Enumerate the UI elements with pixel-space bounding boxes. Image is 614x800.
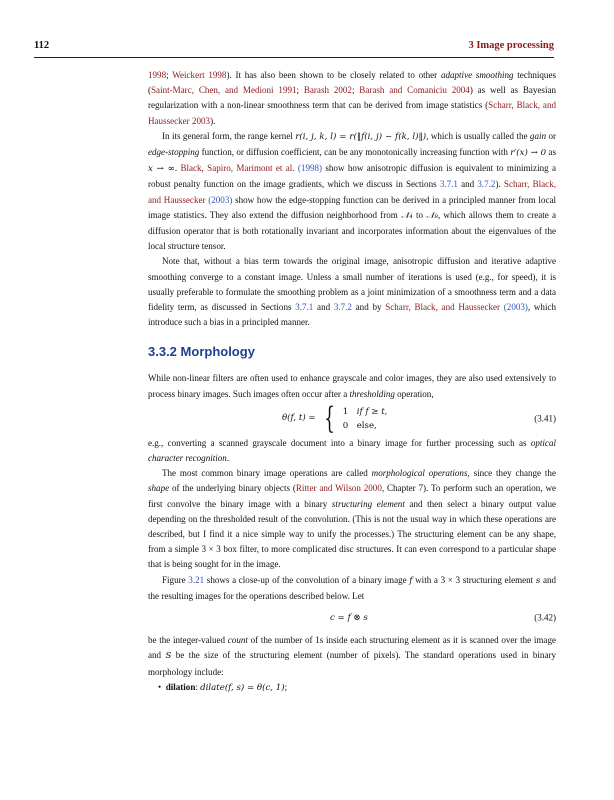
citation[interactable]: Weickert 1998 bbox=[172, 70, 227, 80]
section-ref[interactable]: 3.7.2 bbox=[477, 179, 496, 190]
running-header bbox=[34, 40, 554, 54]
equation-3-42 bbox=[148, 608, 556, 628]
citation[interactable]: Black, Sapiro, Marimont et al. bbox=[180, 163, 295, 174]
section-ref[interactable]: 3.7.1 bbox=[439, 179, 458, 190]
citation-year[interactable]: (1998) bbox=[297, 163, 323, 174]
section-heading bbox=[148, 343, 556, 361]
paragraph-1: 1998; Weickert 1998). It has also been shown to be closely related to other adaptive smoothing techniques (Saint-Marc, Chen, and Medioni 1991; Barash 2002; Barash and Comaniciu 2004) as well as Bayesian regularization with a non-linear smoothness term that can be derived from image statistics (Scharr, Black, and Haussecker 2003). bbox=[148, 70, 556, 126]
section-ref[interactable]: 3.7.1 bbox=[295, 302, 314, 313]
citation[interactable]: Scharr, Black, and Haussecker bbox=[148, 179, 556, 205]
paragraph-7: Figure 3.21 shows a close-up of the convolution of a binary image f with a 3 × 3 structuring element s and the resulting images for the operations described below. Let bbox=[148, 574, 557, 601]
citation[interactable]: Barash and Comaniciu 2004 bbox=[359, 85, 470, 96]
figure-ref[interactable]: 3.21 bbox=[188, 574, 205, 585]
paragraph-2: In its general form, the range kernel r(i, j, k, l) = r(‖f(i, j) − f(k, l)‖), which is usually called the gain or edge-stopping function, or diffusion coefficient, can be any monotonically increasing function with r′(x) → 0 as x → ∞. Black, Sapiro, Marimont et al. (1998) show how anisotropic diffusion is equivalent to minimizing a robust penalty function on the image gradients, which we discuss in Sections 3.7.1 and 3.7.2). Scharr, Black, and Haussecker (2003) show how the edge-stopping function can be derived in a principled manner from local image statistics. They also extend the diffusion neighborhood from 𝒩₄ to 𝒩₈, which allows them to create a diffusion operator that is both rotationally invariant and incorporates information about the eigenvalues of the local structure tensor. bbox=[148, 130, 557, 252]
equation-number: (3.41) bbox=[534, 413, 556, 424]
citation[interactable]: Ritter and Wilson 2000 bbox=[295, 483, 382, 494]
equation-body: c = f ⊗ s bbox=[330, 613, 368, 624]
bullet-item: • dilation: dilate(f, s) = θ(c, 1); bbox=[158, 681, 288, 693]
equation-3-41 bbox=[148, 402, 556, 436]
citation[interactable]: Scharr, Black, and Haussecker bbox=[385, 302, 501, 313]
citation[interactable]: Scharr, Black, and Haussecker 2003 bbox=[148, 100, 556, 126]
bullet-label: dilation bbox=[165, 681, 196, 692]
paragraph-6: The most common binary image operations are called morphological operations, since they change the shape of the underlying binary objects (Ritter and Wilson 2000, Chapter 7). To perform such an operation, we first convolve the binary image with a binary structuring element and then select a binary output value depending on the thresholded result of the convolution. (This is not the usual way in which these operations are described, but I find it a nice simple way to unify the processes.) The structuring element can be any shape, from a simple 3 × 3 box filter, to more complicated disc structures. It can even correspond to a particular shape that is being sought for in the image. bbox=[148, 468, 557, 570]
page-number: 112 bbox=[34, 40, 50, 51]
paragraph-4: While non-linear filters are often used to enhance grayscale and color images, they are also used extensively to process binary images. Such images often occur after a thresholding operation, bbox=[148, 373, 556, 399]
paragraph-5: e.g., converting a scanned grayscale document into a binary image for further processing such as optical character recognition. bbox=[148, 437, 556, 464]
equation-lhs: θ(f, t) = bbox=[282, 413, 316, 424]
paragraph-8: be the integer-valued count of the number of 1s inside each structuring element as it is scanned over the image and S be the size of the structuring element (number of pixels). The standard operations used in binary morphology include: bbox=[148, 635, 556, 677]
chapter-title: 3 Image processing bbox=[468, 40, 554, 51]
citation-year[interactable]: (2003) bbox=[208, 194, 233, 205]
equation-cases: 1 if f ≥ t, 0 else, bbox=[342, 406, 388, 431]
paragraph-3: Note that, without a bias term towards the original image, anisotropic diffusion and iterative adaptive smoothing converge to a constant image. Unless a small number of iterations is used (e.g., for speed), it is usually preferable to formulate the smoothing problem as a joint minimization of a smoothness term and a data fidelity term, as discussed in Sections 3.7.1 and 3.7.2 and by Scharr, Black, and Haussecker (2003), which introduce such a bias in a principled manner. bbox=[148, 256, 557, 328]
bullet-marker: • bbox=[158, 681, 166, 692]
section-title: Morphology bbox=[180, 344, 255, 360]
equation-number: (3.42) bbox=[534, 612, 556, 623]
section-number: 3.3.2 bbox=[148, 344, 177, 360]
citation[interactable]: 1998 bbox=[148, 70, 167, 80]
header-rule bbox=[34, 57, 554, 58]
citation-year[interactable]: (2003) bbox=[503, 302, 528, 313]
section-ref[interactable]: 3.7.2 bbox=[333, 302, 352, 313]
citation[interactable]: Barash 2002 bbox=[303, 85, 352, 96]
citation[interactable]: Saint-Marc, Chen, and Medioni 1991 bbox=[151, 85, 297, 96]
left-brace: { bbox=[323, 400, 335, 436]
page-body bbox=[148, 68, 556, 696]
